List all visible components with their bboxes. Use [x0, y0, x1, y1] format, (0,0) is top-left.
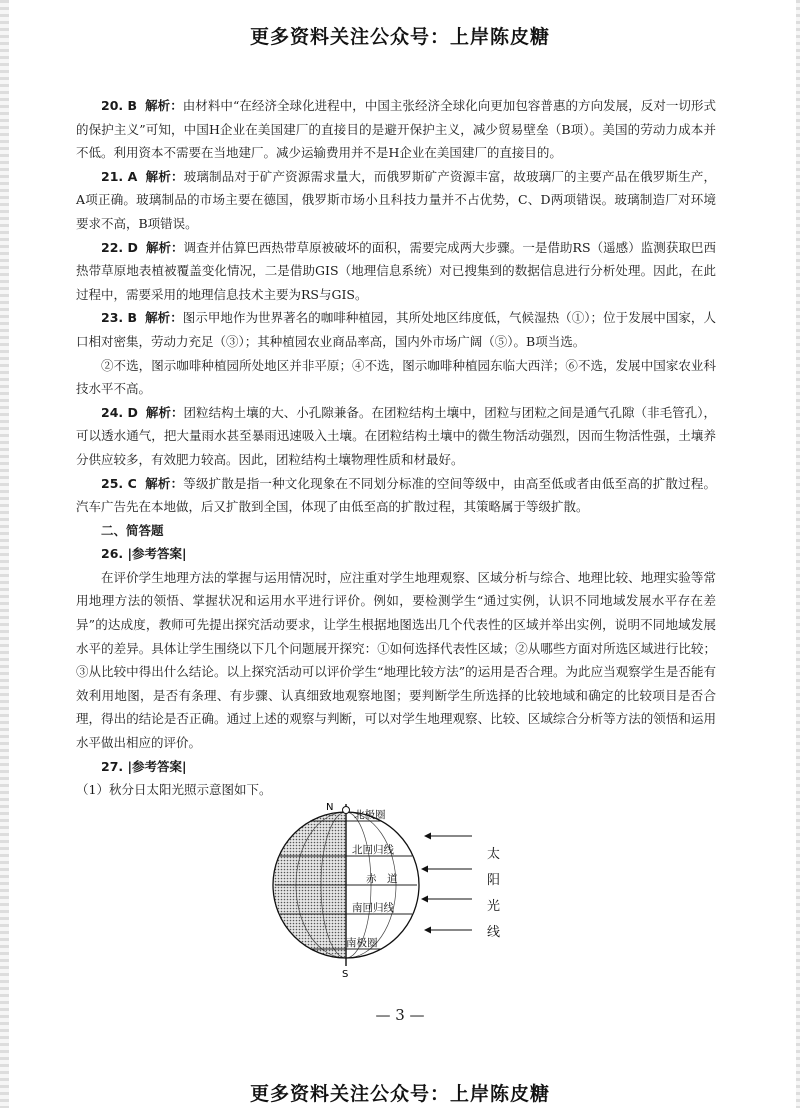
scan-edge-left: [0, 0, 9, 1108]
answer-24-label: 解析：: [145, 404, 184, 420]
answer-24: [76, 401, 716, 472]
answer-25-number: 25. C: [101, 475, 137, 491]
answer-22: [76, 236, 716, 307]
section-heading-short-answer: 二、简答题: [101, 522, 164, 538]
answer-23-text: 图示甲地作为世界著名的咖啡种植园，其所处地区纬度低，气候湿热（①）；位于发展中国家，人口相对密集，劳动力充足（③）；其种植园农业商品率高，国内外市场广阔（⑤）。B项当选。: [76, 310, 716, 349]
answer-22-text: 调查并估算巴西热带草原被破坏的面积，需要完成两大步骤。一是借助RS（遥感）监测获取巴西热带草原地表植被覆盖变化情况，二是借助GIS（地理信息系统）对已搜集到的数据信息进行分析处理。因此，在此过程中，需要采用的地理信息技术主要为RS与GIS。: [76, 239, 716, 302]
sunlight-char-1: 太: [487, 847, 501, 862]
answer-21-text: 玻璃制品对于矿产资源需求量大，而俄罗斯矿产资源丰富，故玻璃厂的主要产品在俄罗斯生产，A项正确。玻璃制品的市场主要在德国，俄罗斯市场小且科技力量并不占优势，C、D两项错误。玻璃制造厂对环境要求不高，B项错误。: [76, 168, 716, 231]
arctic-circle-label: 北极圈: [354, 809, 386, 821]
tropic-capricorn-label: 南回归线: [352, 902, 394, 914]
answer-20-text: 由材料中“在经济全球化进程中，中国主张经济全球化向更加包容普惠的方向发展，反对一切形式的保护主义”可知，中国H企业在美国建厂的直接目的是避开保护主义，减少贸易壁垒（B项）。美国的劳动力成本并不低。利用资本不需要在当地建厂。减少运输费用并不是H企业在美国建厂的直接目的。: [76, 98, 716, 161]
antarctic-circle-label: 南极圈: [346, 937, 378, 949]
pole-north-marker: [343, 807, 350, 814]
scan-edge-right: [796, 0, 800, 1108]
sun-ray-arrows: [422, 836, 472, 930]
sunlight-char-4: 线: [487, 925, 501, 940]
tropic-cancer-label: 北回归线: [352, 844, 394, 856]
watermark-top: 更多资料关注公众号：上岸陈皮糖: [249, 26, 550, 48]
answer-26-text: 在评价学生地理方法的掌握与运用情况时，应注重对学生地理观察、区域分析与综合、地理比较、地理实验等常用地理方法的领悟、掌握状况和运用水平进行评价。例如，要检测学生“通过实例，认识不同地域发展水平存在差异”的达成度，教师可先提出探究活动要求，让学生根据地图选出几个代表性的区域并举出实例，说明不同地域发展水平的差异。具体让学生围绕以下几个问题展开探究：①如何选择代表性区域；②从哪些方面对所选区域进行比较；③从比较中得出什么结论。以上探究活动可以评价学生“地理比较方法”的运用是否合理。为此应当观察学生是否能有效利用地图，是否有条理、有步骤、认真细致地观察地图；要判断学生所选择的比较地域和确定的比较项目是否合理，得出的结论是否正确。通过上述的观察与判断，可以对学生地理观察、比较、区域综合分析等方法的领悟和运用水平做出相应的评价。: [76, 569, 716, 751]
sunlight-char-3: 光: [487, 899, 501, 914]
answer-25: [76, 472, 716, 519]
answer-20-label: 解析：: [145, 98, 183, 113]
answer-25-text: 等级扩散是指一种文化现象在不同划分标准的空间等级中，由高至低或者由低至高的扩散过程。汽车广告先在本地做，后又扩散到全国，体现了由低至高的扩散过程，其策略属于等级扩散。: [76, 475, 716, 515]
answer-22-number: 22. D: [101, 239, 138, 255]
answer-20: [76, 94, 716, 165]
answer-25-label: 解析：: [145, 475, 184, 491]
watermark-bottom: 更多资料关注公众号：上岸陈皮糖: [249, 1083, 550, 1105]
answer-21: [76, 165, 716, 236]
answer-23-label: 解析：: [145, 310, 183, 326]
answer-24-number: 24. D: [101, 404, 138, 420]
page-number: — 3 —: [375, 1006, 425, 1024]
south-pole-label: S: [342, 969, 349, 980]
sunlight-label: [487, 846, 500, 940]
equinox-illumination-diagram: [262, 796, 532, 981]
answer-27-heading: 27. |参考答案|: [101, 758, 187, 774]
answer-content: [76, 94, 716, 802]
north-pole-label: N: [326, 802, 334, 813]
answer-23: [76, 306, 716, 353]
answer-21-number: 21. A: [101, 168, 138, 184]
answer-24-text: 团粒结构土壤的大、小孔隙兼备。在团粒结构土壤中，团粒与团粒之间是通气孔隙（非毛管孔），可以透水通气，把大量雨水甚至暴雨迅速吸入土壤。在团粒结构土壤中的微生物活动强烈，因而生物活性强，土壤养分供应较多，有效肥力较高。因此，团粒结构土壤物理性质和材最好。: [76, 404, 716, 467]
answer-23-continued: ②不选，图示咖啡种植园所处地区并非平原；④不选，图示咖啡种植园东临大西洋；⑥不选，发展中国家农业科技水平不高。: [76, 357, 716, 397]
answer-26-heading: 26. |参考答案|: [101, 546, 187, 562]
answer-27-sub1: （1）秋分日太阳光照示意图如下。: [76, 782, 272, 798]
equator-label: 赤 道: [366, 873, 398, 885]
answer-20-number: 20. B: [101, 98, 138, 113]
sunlight-char-2: 阳: [487, 873, 501, 888]
answer-23-number: 23. B: [101, 310, 138, 326]
answer-22-label: 解析：: [145, 239, 184, 255]
answer-21-label: 解析：: [145, 168, 184, 184]
